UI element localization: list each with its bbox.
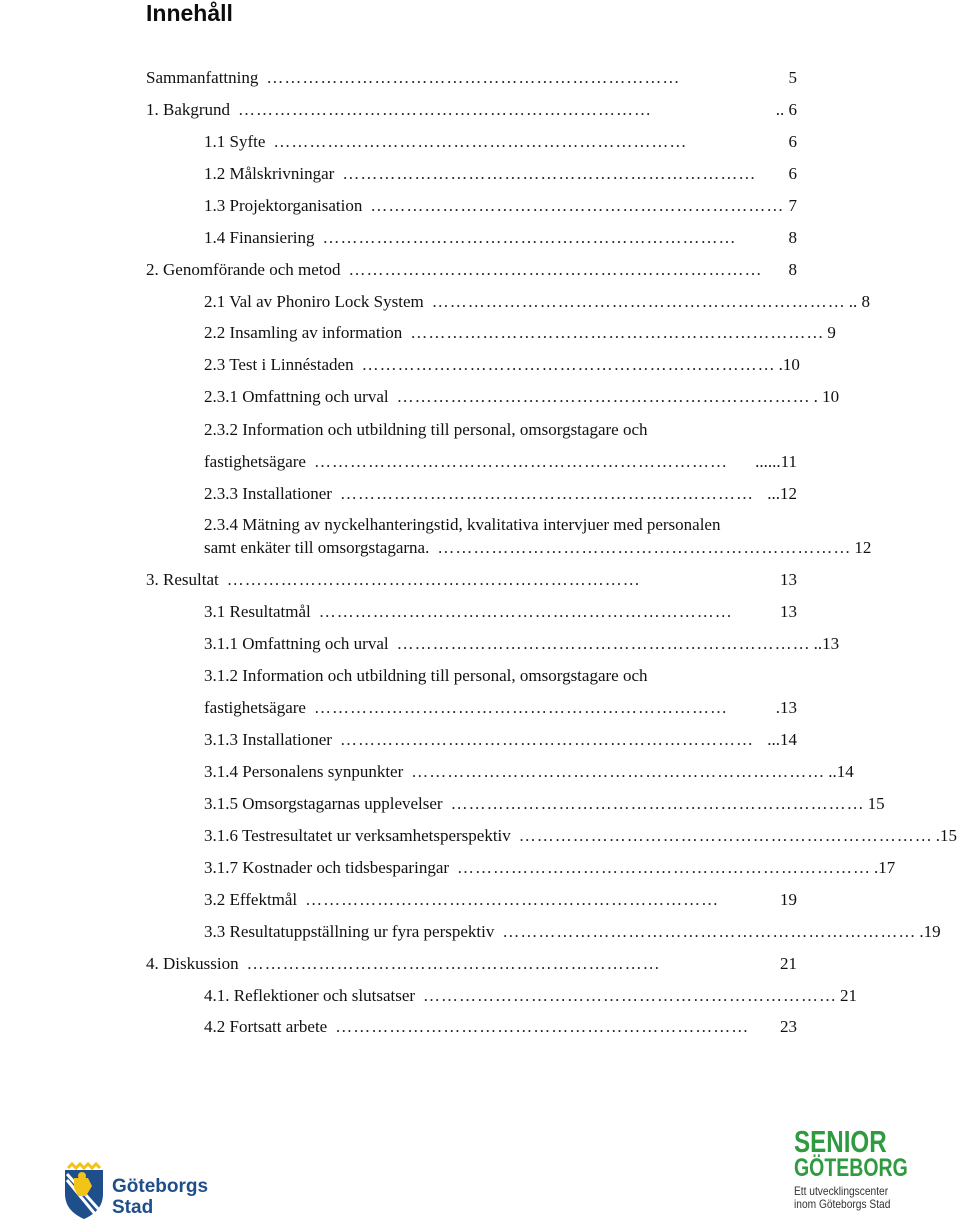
toc-entry-label: 2. Genomförande och metod bbox=[146, 260, 341, 279]
goteborgs-stad-line2: Stad bbox=[112, 1197, 154, 1218]
toc-entry-page: .. 6 bbox=[775, 100, 797, 119]
toc-entry-label: 3.1.3 Installationer bbox=[204, 730, 332, 749]
toc-leader: …………………………………………………………… bbox=[518, 826, 933, 845]
toc-entry-label: fastighetsägare bbox=[204, 698, 306, 717]
toc-entry[interactable] bbox=[204, 922, 941, 942]
toc-entry-page: 21 bbox=[840, 986, 858, 1005]
toc-leader: …………………………………………………………… bbox=[342, 164, 757, 183]
toc-entry-label: 4.1. Reflektioner och slutsatser bbox=[204, 986, 416, 1005]
toc-leader: …………………………………………………………… bbox=[318, 602, 733, 621]
toc-entry-label: 3.1 Resultatmål bbox=[204, 602, 311, 621]
toc-entry-label: samt enkäter till omsorgstagarna. bbox=[204, 538, 430, 557]
toc-leader: …………………………………………………………… bbox=[396, 634, 811, 653]
toc-leader: …………………………………………………………… bbox=[226, 570, 641, 589]
toc-entry-page: .19 bbox=[919, 922, 941, 941]
toc-entry-page: 21 bbox=[780, 954, 797, 973]
toc-entry[interactable] bbox=[204, 355, 800, 375]
toc-entry[interactable] bbox=[146, 100, 797, 120]
toc-leader: …………………………………………………………… bbox=[238, 100, 653, 119]
toc-leader: …………………………………………………………… bbox=[335, 1017, 750, 1036]
toc-leader: …………………………………………………………… bbox=[273, 132, 688, 151]
toc-entry[interactable] bbox=[146, 570, 797, 590]
toc-entry[interactable] bbox=[146, 68, 797, 88]
toc-leader: …………………………………………………………… bbox=[431, 292, 846, 311]
toc-entry[interactable] bbox=[204, 762, 854, 782]
toc-entry[interactable] bbox=[204, 698, 797, 718]
toc-entry-page: ...12 bbox=[767, 484, 797, 503]
toc-entry-label: 1. Bakgrund bbox=[146, 100, 231, 119]
goteborgs-stad-line1: Göteborgs bbox=[112, 1176, 209, 1197]
toc-entry-label: 2.3 Test i Linnéstaden bbox=[204, 355, 354, 374]
toc-leader: …………………………………………………………… bbox=[246, 954, 661, 973]
toc-leader: …………………………………………………………… bbox=[313, 698, 728, 717]
senior-wordmark: SENIOR bbox=[794, 1124, 887, 1159]
toc-entry[interactable] bbox=[204, 132, 797, 152]
toc-entry[interactable] bbox=[204, 196, 797, 216]
toc-leader: …………………………………………………………… bbox=[305, 890, 720, 909]
toc-entry-page: 6 bbox=[788, 132, 797, 151]
toc-entry-label: 3.2 Effektmål bbox=[204, 890, 298, 909]
toc-leader: …………………………………………………………… bbox=[339, 730, 754, 749]
toc-leader: …………………………………………………………… bbox=[266, 68, 681, 87]
toc-entry[interactable] bbox=[204, 292, 870, 312]
toc-entry-page: .10 bbox=[778, 355, 800, 374]
toc-entry-page: 19 bbox=[780, 890, 797, 909]
toc-entry-page: ..13 bbox=[813, 634, 840, 653]
toc-entry[interactable] bbox=[204, 484, 797, 504]
toc-leader: …………………………………………………………… bbox=[396, 387, 811, 406]
toc-leader: …………………………………………………………… bbox=[411, 762, 826, 781]
toc-entry-page: .17 bbox=[874, 858, 896, 877]
toc-entry[interactable] bbox=[204, 323, 836, 343]
senior-goteborg-logo bbox=[794, 1124, 934, 1220]
toc-entry-label: 2.2 Insamling av information bbox=[204, 323, 403, 342]
toc-entry-label: 3.1.1 Omfattning och urval bbox=[204, 634, 389, 653]
city-coat-of-arms-icon bbox=[62, 1166, 106, 1220]
toc-leader: …………………………………………………………… bbox=[313, 452, 728, 471]
toc-entry-page: 12 bbox=[854, 538, 872, 557]
toc-leader: …………………………………………………………… bbox=[348, 260, 763, 279]
toc-entry[interactable] bbox=[204, 826, 958, 846]
toc-entry[interactable] bbox=[204, 794, 885, 814]
toc-entry-page: ......11 bbox=[755, 452, 797, 471]
toc-leader: …………………………………………………………… bbox=[361, 355, 776, 374]
toc-entry-label: 3.1.4 Personalens synpunkter bbox=[204, 762, 404, 781]
toc-entry-page: 7 bbox=[788, 196, 797, 215]
goteborg-wordmark: GÖTEBORG bbox=[794, 1154, 908, 1182]
toc-entry-page: 23 bbox=[780, 1017, 797, 1036]
senior-tagline-2: inom Göteborgs Stad bbox=[794, 1197, 891, 1211]
toc-entry-label: 3.1.6 Testresultatet ur verksamhetsperspektiv bbox=[204, 826, 511, 845]
toc-entry-label: 1.3 Projektorganisation bbox=[204, 196, 363, 215]
toc-entry[interactable] bbox=[204, 538, 872, 558]
toc-entry-page: .15 bbox=[935, 826, 958, 845]
toc-leader: …………………………………………………………… bbox=[423, 986, 838, 1005]
toc-entry-page: 8 bbox=[788, 228, 797, 247]
toc-leader: …………………………………………………………… bbox=[457, 858, 872, 877]
senior-tagline-1: Ett utvecklingscenter bbox=[794, 1184, 889, 1198]
toc-entry[interactable] bbox=[204, 890, 797, 910]
toc-entry[interactable] bbox=[204, 228, 797, 248]
toc-entry-label: 3. Resultat bbox=[146, 570, 219, 589]
toc-entry[interactable] bbox=[204, 387, 840, 407]
toc-entry-page: .13 bbox=[775, 698, 797, 717]
toc-entry[interactable] bbox=[204, 1017, 797, 1037]
toc-entry-label: 1.4 Finansiering bbox=[204, 228, 315, 247]
toc-leader: …………………………………………………………… bbox=[339, 484, 754, 503]
toc-entry[interactable] bbox=[204, 858, 896, 878]
toc-entry[interactable] bbox=[146, 954, 797, 974]
toc-leader: …………………………………………………………… bbox=[502, 922, 917, 941]
toc-entry-label: 2.1 Val av Phoniro Lock System bbox=[204, 292, 424, 311]
toc-entry-label: fastighetsägare bbox=[204, 452, 306, 471]
toc-leader: …………………………………………………………… bbox=[450, 794, 865, 813]
toc-leader: …………………………………………………………… bbox=[322, 228, 737, 247]
toc-entry-page: ...14 bbox=[767, 730, 797, 749]
toc-entry-page: 13 bbox=[780, 602, 797, 621]
toc-entry[interactable] bbox=[204, 452, 797, 472]
toc-entry-label[interactable]: 2.3.2 Information och utbildning till personal, omsorgstagare och bbox=[204, 420, 648, 439]
toc-entry-page: .. 8 bbox=[848, 292, 870, 311]
toc-leader: …………………………………………………………… bbox=[437, 538, 852, 557]
toc-entry-label: Sammanfattning bbox=[146, 68, 259, 87]
toc-entry-label[interactable]: 3.1.2 Information och utbildning till personal, omsorgstagare och bbox=[204, 666, 648, 685]
toc-entry-label[interactable]: 2.3.4 Mätning av nyckelhanteringstid, kvalitativa intervjuer med personalen bbox=[204, 515, 721, 534]
toc-entry[interactable] bbox=[204, 986, 858, 1006]
toc-entry-label: 4.2 Fortsatt arbete bbox=[204, 1017, 328, 1036]
toc-entry-label: 3.1.7 Kostnader och tidsbesparingar bbox=[204, 858, 450, 877]
toc-entry-page: 5 bbox=[788, 68, 797, 87]
toc-entry-page: 6 bbox=[788, 164, 797, 183]
page-title: Innehåll bbox=[146, 0, 233, 26]
toc-leader: …………………………………………………………… bbox=[370, 196, 785, 215]
toc-entry-label: 3.3 Resultatuppställning ur fyra perspektiv bbox=[204, 922, 495, 941]
toc-entry-page: ..14 bbox=[828, 762, 854, 781]
toc-entry-page: . 10 bbox=[813, 387, 840, 406]
goteborgs-stad-logo bbox=[62, 1166, 222, 1222]
toc-entry-page: 9 bbox=[827, 323, 836, 342]
toc-entry-label: 2.3.3 Installationer bbox=[204, 484, 332, 503]
toc-entry-label: 1.1 Syfte bbox=[204, 132, 266, 151]
toc-entry-label: 2.3.1 Omfattning och urval bbox=[204, 387, 389, 406]
toc-entry-page: 15 bbox=[867, 794, 885, 813]
toc-entry[interactable] bbox=[146, 260, 797, 280]
toc-entry[interactable] bbox=[204, 602, 797, 622]
toc-entry[interactable] bbox=[204, 634, 840, 654]
toc-leader: …………………………………………………………… bbox=[410, 323, 825, 342]
toc-entry-page: 13 bbox=[780, 570, 797, 589]
toc-entry-label: 1.2 Målskrivningar bbox=[204, 164, 335, 183]
toc-entry[interactable] bbox=[204, 730, 797, 750]
toc-entry-page: 8 bbox=[788, 260, 797, 279]
toc-entry-label: 4. Diskussion bbox=[146, 954, 239, 973]
toc-entry-label: 3.1.5 Omsorgstagarnas upplevelser bbox=[204, 794, 443, 813]
toc-entry[interactable] bbox=[204, 164, 797, 184]
